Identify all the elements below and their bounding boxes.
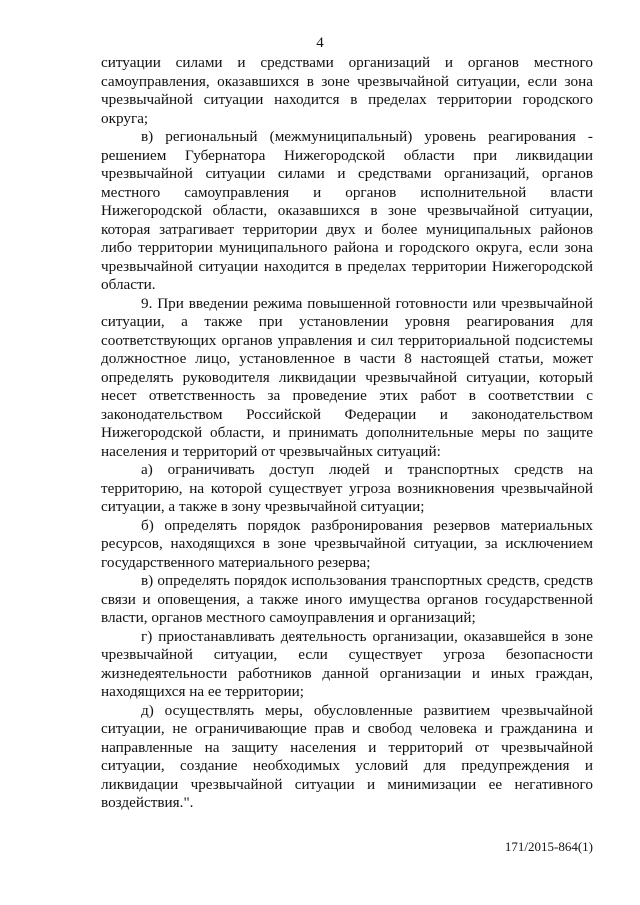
- paragraph-section-9: 9. При введении режима повышенной готовности или чрезвычайной ситуации, а также при установлении уровня реагирования для соответствующих органов управления и сил территориальной подсистемы должностное лицо, установленное в части 8 настоящей статьи, может определять руководителя ликвидации чрезвычайной ситуации, который несет ответственность за проведение этих работ в соответствии с законодательством Российской Федерации и законодательством Нижегородской области, и принимать дополнительные меры по защите населения и территорий от чрезвычайных ситуаций:: [101, 294, 593, 460]
- paragraph-item-d: д) осуществлять меры, обусловленные развитием чрезвычайной ситуации, не ограничивающие прав и свобод человека и гражданина и направленные на защиту населения и территорий от чрезвычайной ситуации, создание необходимых условий для предупреждения и ликвидации чрезвычайной ситуации и минимизации ее негативного воздействия.".: [101, 701, 593, 811]
- paragraph-item-a: а) ограничивать доступ людей и транспортных средств на территорию, на которой существует угроза возникновения чрезвычайной ситуации, а также в зону чрезвычайной ситуации;: [101, 461, 593, 515]
- paragraph-continuation: ситуации силами и средствами организаций и органов местного самоуправления, оказавшихся в зоне чрезвычайной ситуации, если зона чрезвычайной ситуации находится в пределах территории городского округа;: [101, 54, 593, 127]
- paragraph-item-g: г) приостанавливать деятельность организации, оказавшейся в зоне чрезвычайной ситуации, если существует угроза безопасности жизнедеятельности работников данной организации и иных граждан, находящихся на ее территории;: [101, 627, 593, 700]
- page-number: 4: [316, 35, 324, 51]
- paragraph-item-v: в) определять порядок использования транспортных средств, средств связи и оповещения, а также иного имущества органов государственной власти, органов местного самоуправления и организаций;: [101, 572, 593, 626]
- paragraph-item-b: б) определять порядок разбронирования резервов материальных ресурсов, находящихся в зоне чрезвычайной ситуации, за исключением государственного материального резерва;: [101, 516, 593, 571]
- paragraph-item-v-regional: в) региональный (межмуниципальный) уровень реагирования - решением Губернатора Нижегородской области при ликвидации чрезвычайной ситуации силами и средствами организаций, органов местного самоуправления и органов исполнительной власти Нижегородской области, оказавшихся в зоне чрезвычайной ситуации, которая затрагивает территории двух и более муниципальных районов либо территории муниципального района и городского округа, если зона чрезвычайной ситуации находится в пределах территории Нижегородской области.: [101, 128, 593, 293]
- document-code: 171/2015-864(1): [504, 839, 593, 854]
- document-body: [101, 54, 593, 813]
